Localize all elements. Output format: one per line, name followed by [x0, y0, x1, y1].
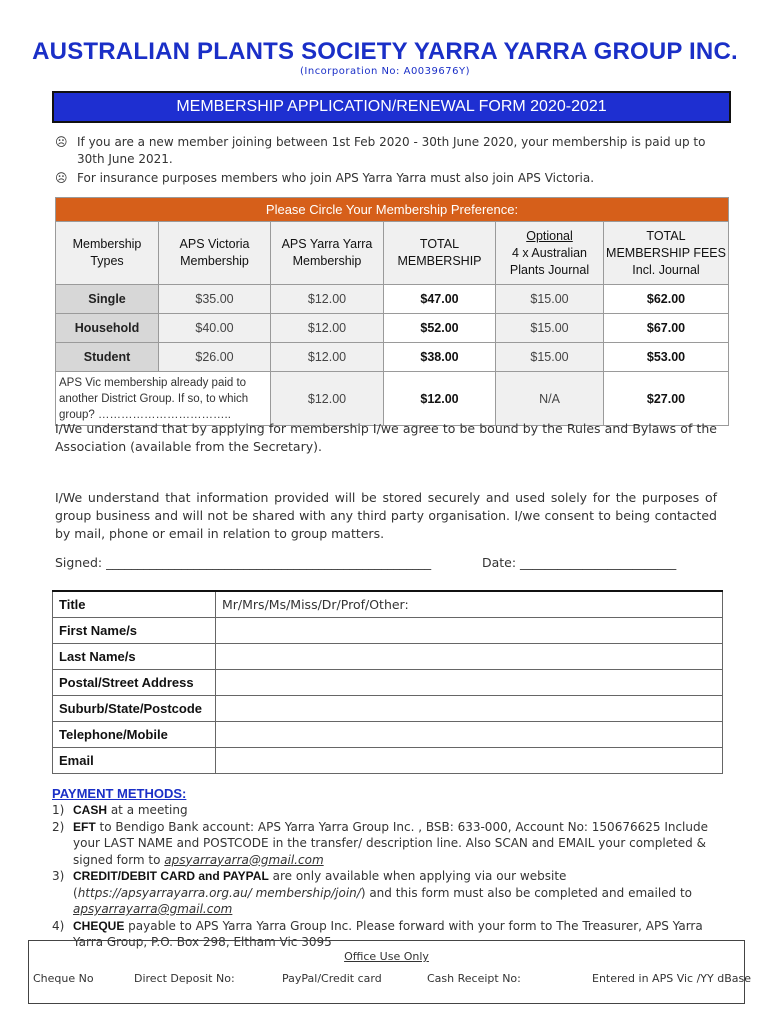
payment-item-card	[52, 868, 724, 918]
total-fee: $52.00	[384, 314, 496, 343]
column-header-vic: APS Victoria Membership	[159, 222, 271, 285]
membership-type[interactable]: Single	[56, 285, 159, 314]
membership-type[interactable]: Student	[56, 343, 159, 372]
postal-address-label: Postal/Street Address	[53, 669, 216, 695]
item-number: 1)	[52, 803, 65, 817]
cash-receipt-field: Cash Receipt No:	[427, 972, 521, 985]
total-fees-incl-journal: $62.00	[604, 285, 729, 314]
table-row[interactable]	[56, 314, 729, 343]
notice-text: For insurance purposes members who join APS Yarra Yarra must also join APS Victoria.	[77, 171, 595, 185]
suburb-field[interactable]	[216, 695, 723, 721]
total-fee: $38.00	[384, 343, 496, 372]
organisation-title: AUSTRALIAN PLANTS SOCIETY YARRA YARRA GROUP INC.	[32, 38, 738, 65]
office-use-box	[28, 940, 751, 1004]
journal-fee: $15.00	[496, 314, 604, 343]
total-fee: $47.00	[384, 285, 496, 314]
column-header-total-fees: TOTAL MEMBERSHIP FEES Incl. Journal	[604, 222, 729, 285]
email-label: Email	[53, 747, 216, 773]
item-number: 3)	[52, 869, 65, 883]
payment-methods-list	[52, 802, 724, 951]
incorporation-number: (Incorporation No: A0039676Y)	[300, 66, 470, 77]
eft-text: to Bendigo Bank account: APS Yarra Yarra Group Inc. , BSB: 633-000, Account No: 150676625 Include your LAST NAME and POSTCODE in the transfer/ description line. Also SCAN and EMAIL your completed & signed form to	[73, 819, 708, 867]
table-row[interactable]	[56, 372, 729, 426]
notice-item	[55, 134, 725, 168]
yarra-fee: $12.00	[271, 285, 384, 314]
email-link[interactable]: apsyarrayarra@gmail.com	[73, 902, 233, 916]
item-number: 4)	[52, 918, 65, 933]
first-name-field[interactable]	[216, 617, 723, 643]
column-header-optional	[496, 222, 604, 285]
item-number: 2)	[52, 819, 65, 834]
signature-line[interactable]: Signed: ____________________________________________________	[55, 555, 432, 570]
first-name-label: First Name/s	[53, 617, 216, 643]
cheque-text: payable to APS Yarra Yarra Group Inc. Please forward with your form to The Treasurer, APS Yarra Yarra Group, P.O. Box 298, Eltham Vic 3095	[73, 918, 703, 949]
notice-list	[55, 134, 725, 189]
postal-address-field[interactable]	[216, 669, 723, 695]
sad-face-icon: ☹	[55, 135, 68, 149]
payment-methods-heading: PAYMENT METHODS:	[52, 786, 187, 801]
cheque-label: CHEQUE	[73, 918, 125, 933]
vic-fee: $26.00	[159, 343, 271, 372]
form-title-banner: MEMBERSHIP APPLICATION/RENEWAL FORM 2020-2021	[52, 91, 731, 123]
vic-fee: $40.00	[159, 314, 271, 343]
cash-label: CASH	[73, 803, 108, 817]
journal-fee: $15.00	[496, 285, 604, 314]
title-field[interactable]: Mr/Mrs/Ms/Miss/Dr/Prof/Other:	[216, 591, 723, 617]
suburb-label: Suburb/State/Postcode	[53, 695, 216, 721]
optional-label: Optional	[526, 228, 573, 243]
column-header-yarra: APS Yarra Yarra Membership	[271, 222, 384, 285]
telephone-field[interactable]	[216, 721, 723, 747]
yarra-fee: $12.00	[271, 372, 384, 426]
membership-type[interactable]: Household	[56, 314, 159, 343]
applicant-details-form	[52, 590, 723, 774]
notice-item	[55, 170, 725, 187]
telephone-label: Telephone/Mobile	[53, 721, 216, 747]
other-group-note: APS Vic membership already paid to another District Group. If so, to which group? ……………………………..	[56, 372, 271, 426]
email-field[interactable]	[216, 747, 723, 773]
column-header-total: TOTAL MEMBERSHIP	[384, 222, 496, 285]
table-row[interactable]	[56, 343, 729, 372]
entered-dbase-field: Entered in APS Vic /YY dBase	[592, 972, 751, 985]
yarra-fee: $12.00	[271, 314, 384, 343]
total-fee: $12.00	[384, 372, 496, 426]
yarra-fee: $12.00	[271, 343, 384, 372]
journal-fee: N/A	[496, 372, 604, 426]
card-label: CREDIT/DEBIT CARD and PAYPAL	[73, 869, 269, 883]
total-fees-incl-journal: $53.00	[604, 343, 729, 372]
card-text-2: ) and this form must also be completed and emailed to	[360, 885, 693, 900]
notice-text: If you are a new member joining between 1st Feb 2020 - 30th June 2020, your membership is paid up to 30th June 2021.	[77, 135, 706, 166]
last-name-label: Last Name/s	[53, 643, 216, 669]
card-text: are only available when applying via our website (	[73, 869, 567, 900]
total-fees-incl-journal: $67.00	[604, 314, 729, 343]
rules-agreement: I/We understand that by applying for membership I/we agree to be bound by the Rules and Bylaws of the Association (available from the Secretary).	[55, 421, 717, 454]
vic-fee: $35.00	[159, 285, 271, 314]
total-fees-incl-journal: $27.00	[604, 372, 729, 426]
eft-label: EFT	[73, 819, 96, 834]
date-line[interactable]: Date: _________________________	[482, 555, 677, 570]
membership-fees-table	[55, 197, 729, 426]
website-link[interactable]: https://apsyarrayarra.org.au/ membership/join/	[77, 885, 361, 900]
payment-item-eft	[52, 819, 724, 869]
last-name-field[interactable]	[216, 643, 723, 669]
table-row[interactable]	[56, 285, 729, 314]
cash-text: at a meeting	[107, 803, 188, 817]
sad-face-icon: ☹	[55, 171, 68, 185]
payment-item-cash	[52, 802, 724, 819]
direct-deposit-field: Direct Deposit No:	[134, 972, 235, 985]
paypal-field: PayPal/Credit card	[282, 972, 382, 985]
column-header-type: Membership Types	[56, 222, 159, 285]
cheque-no-field: Cheque No	[33, 972, 94, 985]
fees-table-caption: Please Circle Your Membership Preference:	[56, 198, 729, 222]
journal-label: 4 x Australian Plants Journal	[509, 245, 590, 277]
privacy-consent: I/We understand that information provided will be stored securely and used solely for the purposes of group business and will not be shared with any third party organisation. I/we consent to being contacted by mail, phone or email in relation to group matters.	[55, 490, 717, 541]
email-link[interactable]: apsyarrayarra@gmail.com	[164, 852, 324, 867]
title-label: Title	[53, 591, 216, 617]
journal-fee: $15.00	[496, 343, 604, 372]
office-use-title: Office Use Only	[344, 950, 429, 963]
